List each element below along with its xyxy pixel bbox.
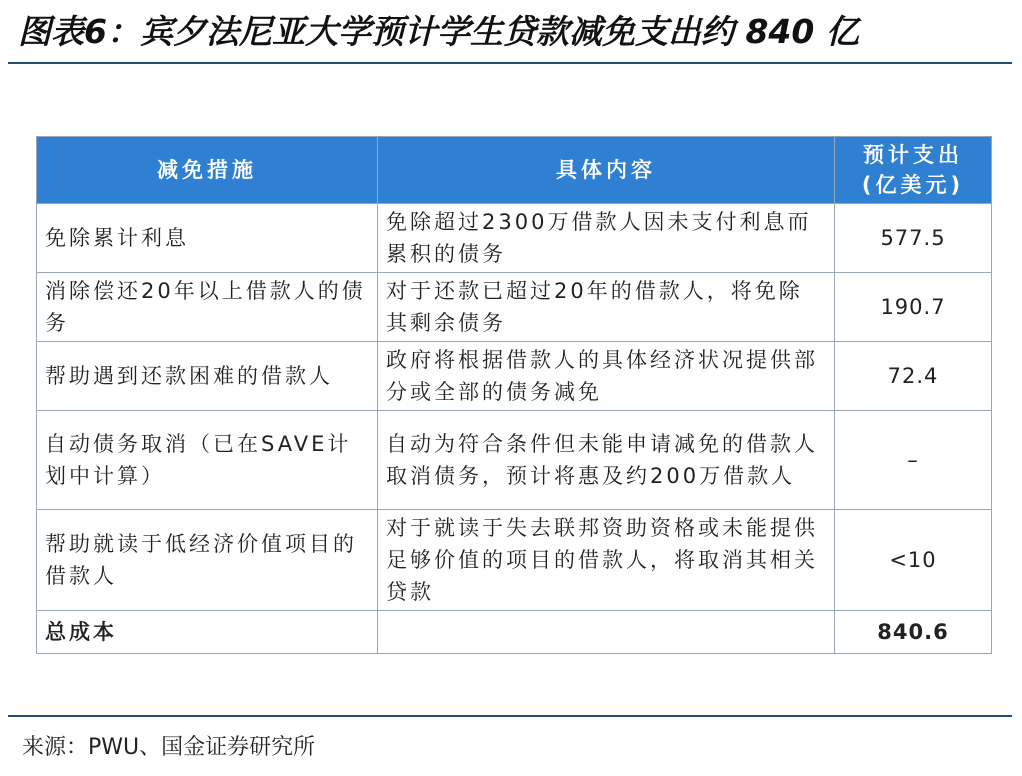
cost-cell: 72.4 <box>835 342 992 411</box>
measure-cell: 消除偿还20年以上借款人的债务 <box>37 273 378 342</box>
measure-cell: 自动债务取消（已在SAVE计划中计算） <box>37 411 378 510</box>
total-cost: 840.6 <box>835 611 992 654</box>
cost-cell: <10 <box>835 510 992 611</box>
header-cost-line1: 预计支出 <box>863 143 963 167</box>
content-cell: 自动为符合条件但未能申请减免的借款人取消债务，预计将惠及约200万借款人 <box>378 411 835 510</box>
table-row <box>37 411 992 510</box>
table-row <box>37 342 992 411</box>
header-measure: 减免措施 <box>37 137 378 204</box>
table-row <box>37 273 992 342</box>
header-cost <box>835 137 992 204</box>
content-cell: 免除超过2300万借款人因未支付利息而累积的债务 <box>378 204 835 273</box>
measure-cell: 帮助就读于低经济价值项目的借款人 <box>37 510 378 611</box>
loan-forgiveness-table <box>36 136 992 654</box>
cost-cell: – <box>835 411 992 510</box>
total-row <box>37 611 992 654</box>
measure-cell: 免除累计利息 <box>37 204 378 273</box>
content-cell: 对于还款已超过20年的借款人，将免除其剩余债务 <box>378 273 835 342</box>
table-row <box>37 510 992 611</box>
footer-divider <box>8 715 1012 717</box>
figure-title: 图表6：宾夕法尼亚大学预计学生贷款减免支出约 840 亿 <box>18 12 859 51</box>
table-row <box>37 204 992 273</box>
title-divider <box>8 62 1012 64</box>
content-cell: 政府将根据借款人的具体经济状况提供部分或全部的债务减免 <box>378 342 835 411</box>
content-cell: 对于就读于失去联邦资助资格或未能提供足够价值的项目的借款人，将取消其相关贷款 <box>378 510 835 611</box>
header-content: 具体内容 <box>378 137 835 204</box>
table-header-row <box>37 137 992 204</box>
header-cost-line2: (亿美元) <box>861 173 965 197</box>
total-content <box>378 611 835 654</box>
source-note: 来源：PWU、国金证券研究所 <box>22 735 316 760</box>
cost-cell: 577.5 <box>835 204 992 273</box>
total-label: 总成本 <box>37 611 378 654</box>
measure-cell: 帮助遇到还款困难的借款人 <box>37 342 378 411</box>
cost-cell: 190.7 <box>835 273 992 342</box>
